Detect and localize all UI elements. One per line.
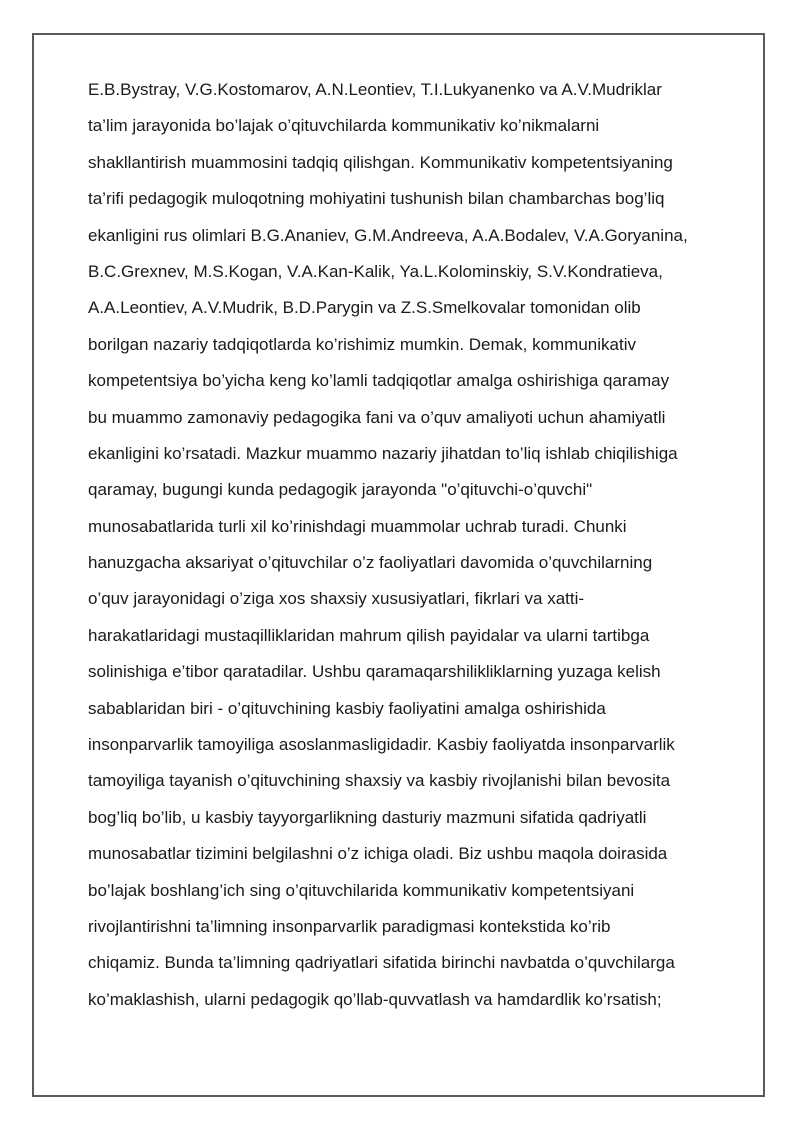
text-line: bo’lajak boshlang’ich sing o’qituvchilarida kommunikativ kompetentsiyani xyxy=(88,880,635,900)
text-line: munosabatlarida turli xil ko’rinishdagi muammolar uchrab turadi. Chunki xyxy=(88,516,627,536)
text-line: chiqamiz. Bunda ta’limning qadriyatlari sifatida birinchi navbatda o’quvchilarga xyxy=(88,953,675,973)
text-line: kompetentsiya bo’yicha keng ko’lamli tadqiqotlar amalga oshirishiga qaramay xyxy=(88,371,670,391)
text-line: o’quv jarayonidagi o’ziga xos shaxsiy xususiyatlari, fikrlari va xatti- xyxy=(88,589,585,609)
text-line: sabablaridan biri - o’qituvchining kasbiy faoliyatini amalga oshirishida xyxy=(88,698,606,718)
text-line: solinishiga e’tibor qaratadilar. Ushbu qaramaqarshilikliklarning yuzaga kelish xyxy=(88,662,661,682)
text-line: harakatlaridagi mustaqilliklaridan mahrum qilish payidalar va ularni tartibga xyxy=(88,625,650,645)
text-line: B.C.Grexnev, M.S.Kogan, V.A.Kan-Kalik, Ya.L.Kolominskiy, S.V.Kondratieva, xyxy=(88,261,663,281)
document-body xyxy=(88,72,748,1018)
text-line: E.B.Bystray, V.G.Kostomarov, A.N.Leontiev, T.I.Lukyanenko va A.V.Mudriklar xyxy=(88,80,662,99)
text-line: bu muammo zamonaviy pedagogika fani va o’quv amaliyoti uchun ahamiyatli xyxy=(88,407,666,427)
text-line: hanuzgacha aksariyat o’qituvchilar o’z faoliyatlari davomida o’quvchilarning xyxy=(88,553,653,573)
text-line: shakllantirish muammosini tadqiq qilishgan. Kommunikativ kompetentsiyaning xyxy=(88,152,673,172)
text-line: borilgan nazariy tadqiqotlarda ko’rishimiz mumkin. Demak, kommunikativ xyxy=(88,334,636,354)
text-line: A.A.Leontiev, A.V.Mudrik, B.D.Parygin va Z.S.Smelkovalar tomonidan olib xyxy=(88,298,641,318)
text-line: munosabatlar tizimini belgilashni o’z ichiga oladi. Biz ushbu maqola doirasida xyxy=(88,844,668,864)
text-line: ekanligini ko’rsatadi. Mazkur muammo nazariy jihatdan to’liq ishlab chiqilishiga xyxy=(88,443,678,463)
text-line: tamoyiliga tayanish o’qituvchining shaxsiy va kasbiy rivojlanishi bilan bevosita xyxy=(88,771,671,791)
text-line: ta’lim jarayonida bo’lajak o’qituvchilarda kommunikativ ko’nikmalarni xyxy=(88,116,600,136)
text-line: bog’liq bo’lib, u kasbiy tayyorgarlikning dasturiy mazmuni sifatida qadriyatli xyxy=(88,807,647,827)
text-line: qaramay, bugungi kunda pedagogik jarayonda "o’qituvchi-o’quvchi" xyxy=(88,480,593,500)
text-line: rivojlantirishni ta’limning insonparvarlik paradigmasi kontekstida ko’rib xyxy=(88,916,611,936)
text-line: ta’rifi pedagogik muloqotning mohiyatini tushunish bilan chambarchas bog’liq xyxy=(88,189,665,209)
text-line: ekanligini rus olimlari B.G.Ananiev, G.M.Andreeva, A.A.Bodalev, V.A.Goryanina, xyxy=(88,225,688,245)
text-line: insonparvarlik tamoyiliga asoslanmasligidadir. Kasbiy faoliyatda insonparvarlik xyxy=(88,735,675,755)
text-line: ko’maklashish, ularni pedagogik qo’llab-quvvatlash va hamdardlik ko’rsatish; xyxy=(88,989,662,1009)
